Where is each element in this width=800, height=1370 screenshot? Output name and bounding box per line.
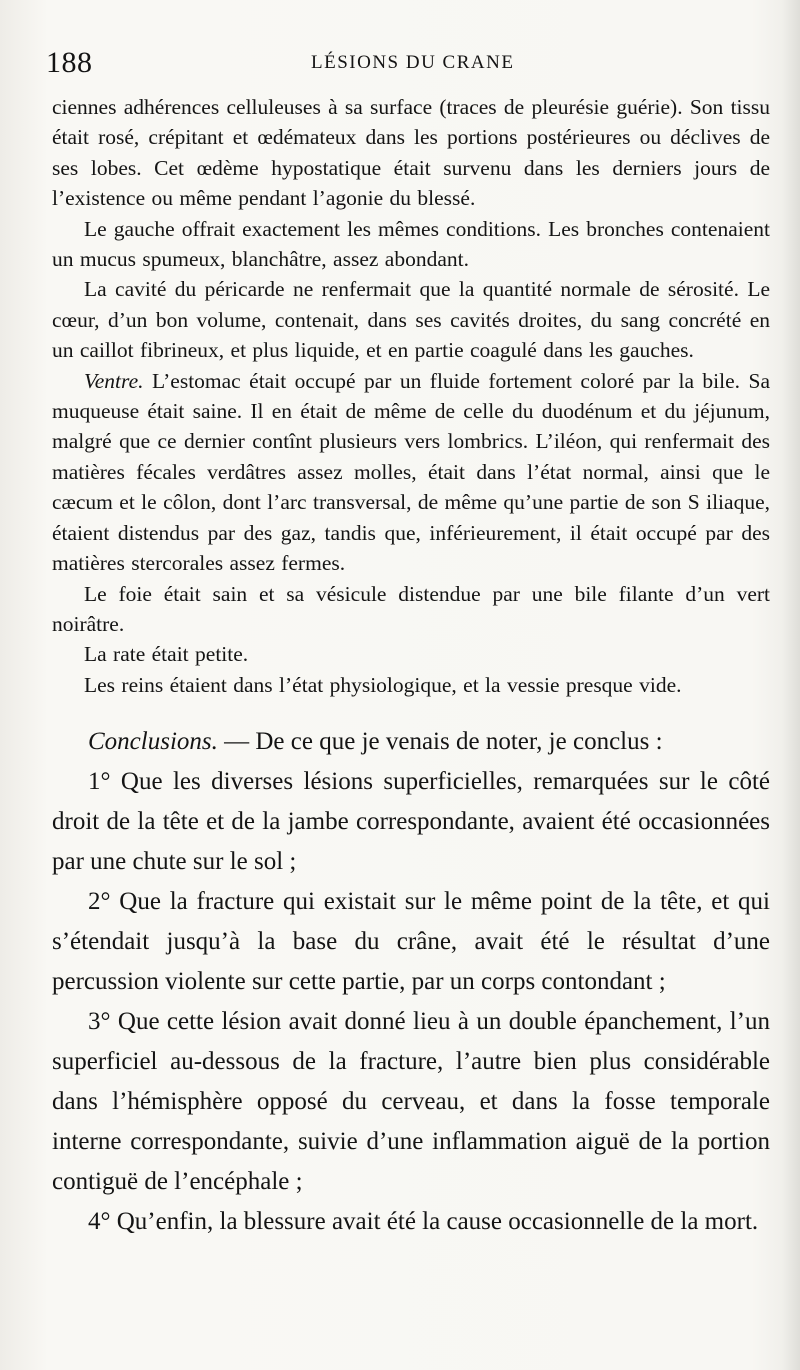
paragraph: La rate était petite. xyxy=(84,642,249,667)
running-title: LÉSIONS DU CRANE xyxy=(311,52,515,73)
page-number: 188 xyxy=(46,46,93,79)
paragraph xyxy=(52,366,770,579)
paragraph: Les reins étaient dans l’état physiologique, et la vessie presque vide. xyxy=(84,672,682,697)
body-text xyxy=(52,92,770,1242)
section-label: Ventre. xyxy=(84,368,144,393)
paragraph: Le foie était sain et sa vésicule distendue par une bile filante d’un vert noirâtre. xyxy=(52,581,770,636)
conclusion-item: 4° Qu’enfin, la blessure avait été la cause occasionnelle de la mort. xyxy=(88,1208,759,1236)
running-head xyxy=(46,46,776,80)
conclusions-intro: — De ce que je venais de noter, je conclus : xyxy=(217,728,663,756)
conclusions-label: Conclusions. xyxy=(88,728,218,756)
paragraph: La cavité du péricarde ne renfermait que la quantité normale de sérosité. Le cœur, d’un bon volume, contenait, dans ses cavités droites, du sang concrété en un caillot fibrineux, et plus liquide, et en partie coagulé dans les gauches. xyxy=(52,277,770,363)
autopsy-findings xyxy=(52,92,770,700)
conclusion-item: 3° Que cette lésion avait donné lieu à un double épanchement, l’un superficiel au-dessous de la fracture, l’autre bien plus considérable dans l’hémisphère opposé du cerveau, et dans la fosse temporale interne correspondante, suivie d’une inflammation aiguë de la portion contiguë de l’encéphale ; xyxy=(52,1008,770,1196)
conclusions-section xyxy=(52,722,770,1242)
page-edge-shadow xyxy=(782,0,800,1370)
conclusion-item: 1° Que les diverses lésions superficielles, remarquées sur le côté droit de la tête et de la jambe correspondante, avaient été occasionnées par une chute sur le sol ; xyxy=(52,768,770,876)
conclusions-heading xyxy=(52,722,770,762)
paragraph-text: L’estomac était occupé par un fluide fortement coloré par la bile. Sa muqueuse était saine. Il en était de même de celle du duodénum et du jéjunum, malgré que ce dernier contînt plusieurs vers lombrics. L’iléon, qui renfermait des matières fécales verdâtres assez molles, était dans l’état normal, ainsi que le cæcum et le côlon, dont l’arc transversal, de même qu’une partie de son S iliaque, étaient distendus par des gaz, tandis que, inférieurement, il était occupé par des matières stercorales assez fermes. xyxy=(52,368,770,576)
conclusion-item: 2° Que la fracture qui existait sur le même point de la tête, et qui s’étendait jusqu’à la base du crâne, avait été le résultat d’une percussion violente sur cette partie, par un corps contondant ; xyxy=(52,888,770,996)
paragraph: Le gauche offrait exactement les mêmes conditions. Les bronches contenaient un mucus spumeux, blanchâtre, assez abondant. xyxy=(52,216,770,272)
paragraph: ciennes adhérences celluleuses à sa surface (traces de pleurésie guérie). Son tissu était rosé, crépitant et œdémateux dans les portions postérieures ou déclives de ses lobes. Cet œdème hypostatique était survenu dans les derniers jours de l’existence ou même pendant l’agonie du blessé. xyxy=(52,95,770,211)
